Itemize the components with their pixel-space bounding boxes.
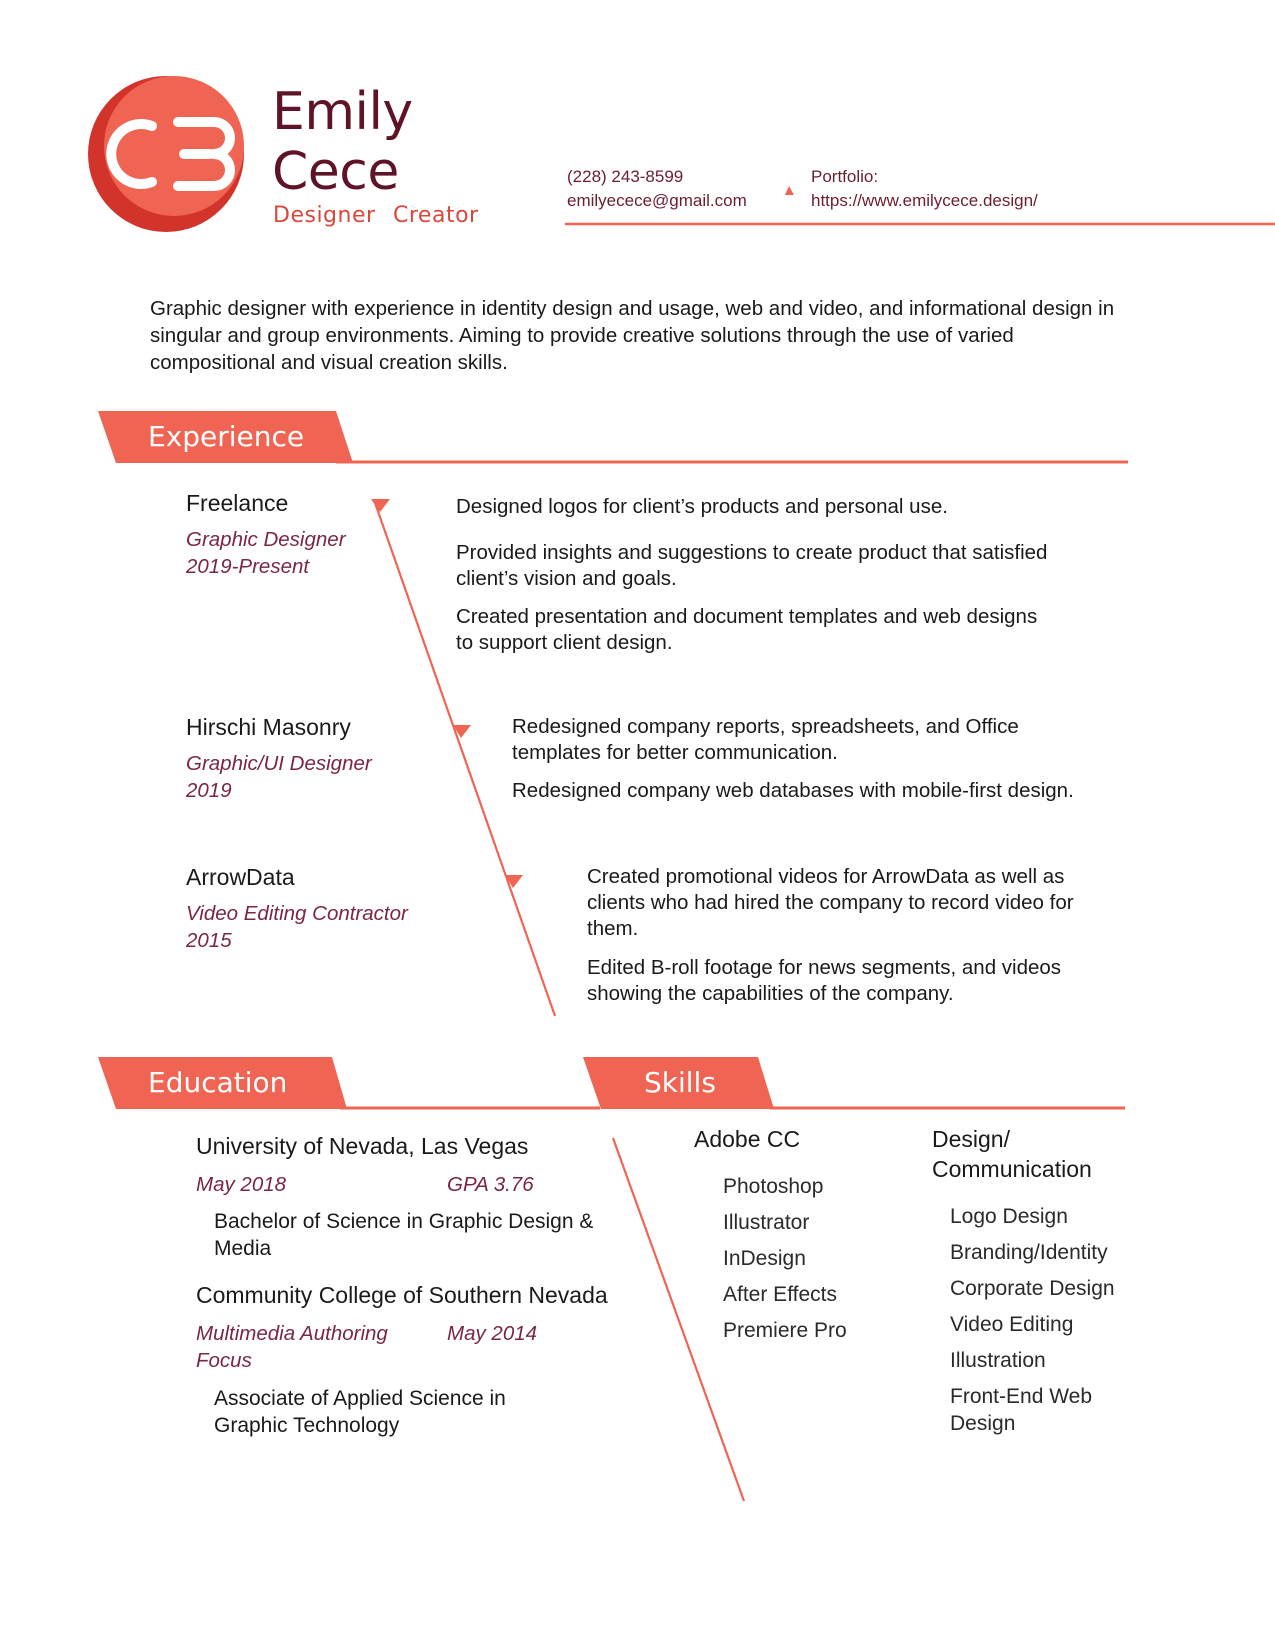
job-dates: 2019 bbox=[186, 779, 232, 802]
school-focus: Multimedia Authoring Focus bbox=[196, 1322, 388, 1372]
portfolio-link[interactable]: https://www.emilycece.design/ bbox=[811, 191, 1038, 210]
job-bullet: Designed logos for client’s products and personal use. bbox=[456, 495, 948, 518]
skill-item: After Effects bbox=[723, 1283, 837, 1306]
job-role: Graphic Designer bbox=[186, 528, 346, 551]
job-bullet: Created presentation and document templates and web designs to support client design. bbox=[456, 605, 1038, 654]
skill-item: Illustrator bbox=[723, 1211, 810, 1234]
first-name: Emily bbox=[272, 82, 413, 142]
job-company: Freelance bbox=[186, 490, 289, 516]
contact-triangle-icon bbox=[785, 186, 794, 195]
skills-col1-title: Adobe CC bbox=[694, 1126, 801, 1152]
job-bullet: Edited B-roll footage for news segments, and videos showing the capabilities of the company. bbox=[587, 956, 1062, 1005]
portfolio-label: Portfolio: bbox=[811, 167, 879, 186]
last-name: Cece bbox=[272, 142, 399, 202]
skill-item: Illustration bbox=[950, 1349, 1046, 1372]
skill-item: Branding/Identity bbox=[950, 1241, 1108, 1264]
skill-item: InDesign bbox=[723, 1247, 806, 1270]
skill-item: Logo Design bbox=[950, 1205, 1068, 1228]
job-role: Video Editing Contractor bbox=[186, 902, 408, 925]
job-bullet: Provided insights and suggestions to create product that satisfied client’s vision and goals. bbox=[456, 541, 1048, 590]
logo-mark-icon bbox=[86, 74, 246, 234]
skill-item: Corporate Design bbox=[950, 1277, 1115, 1300]
phone[interactable]: (228) 243-8599 bbox=[567, 167, 684, 186]
education-heading: Education bbox=[148, 1066, 288, 1099]
job-dates: 2015 bbox=[186, 929, 232, 952]
skills-col2-list bbox=[950, 1203, 1140, 1446]
job-role: Graphic/UI Designer bbox=[186, 752, 372, 775]
job-company: Hirschi Masonry bbox=[186, 714, 351, 740]
job-bullet: Redesigned company reports, spreadsheets, and Office templates for better communication. bbox=[512, 715, 1019, 764]
job-dates: 2019-Present bbox=[186, 555, 310, 578]
tagline-designer: Designer bbox=[273, 203, 376, 228]
degree: Bachelor of Science in Graphic Design & Media bbox=[214, 1210, 594, 1260]
portfolio-block bbox=[811, 165, 1038, 213]
logo bbox=[86, 74, 246, 234]
job-bullet: Created promotional videos for ArrowData as well as clients who had hired the company to record video for them. bbox=[587, 865, 1074, 940]
summary: Graphic designer with experience in identity design and usage, web and video, and informational design in singular and group environments. Aiming to provide creative solutions through the use of varied compositional and visual creation skills. bbox=[150, 297, 1115, 374]
skill-item: Photoshop bbox=[723, 1175, 824, 1198]
skill-item: Premiere Pro bbox=[723, 1319, 847, 1342]
experience-heading: Experience bbox=[148, 420, 305, 453]
skill-item: Front-End Web Design bbox=[950, 1385, 1093, 1435]
skill-item: Video Editing bbox=[950, 1313, 1074, 1336]
skills-col2-title: Design/ Communication bbox=[932, 1126, 1092, 1182]
tagline-creator: Creator bbox=[393, 203, 479, 228]
degree: Associate of Applied Science in Graphic Technology bbox=[214, 1387, 506, 1437]
email[interactable]: emilyecece@gmail.com bbox=[567, 191, 747, 210]
timeline-marker-icon bbox=[371, 499, 390, 512]
school-date: May 2014 bbox=[447, 1322, 538, 1345]
school-date: May 2018 bbox=[196, 1173, 287, 1196]
contact-block bbox=[567, 165, 747, 213]
school-gpa: GPA 3.76 bbox=[447, 1173, 534, 1196]
job-bullet: Redesigned company web databases with mobile-first design. bbox=[512, 779, 1074, 802]
job-company: ArrowData bbox=[186, 864, 295, 890]
school-name: Community College of Southern Nevada bbox=[196, 1282, 608, 1308]
skills-heading: Skills bbox=[644, 1066, 716, 1099]
school-name: University of Nevada, Las Vegas bbox=[196, 1133, 529, 1159]
skills-col1-list bbox=[723, 1173, 847, 1353]
